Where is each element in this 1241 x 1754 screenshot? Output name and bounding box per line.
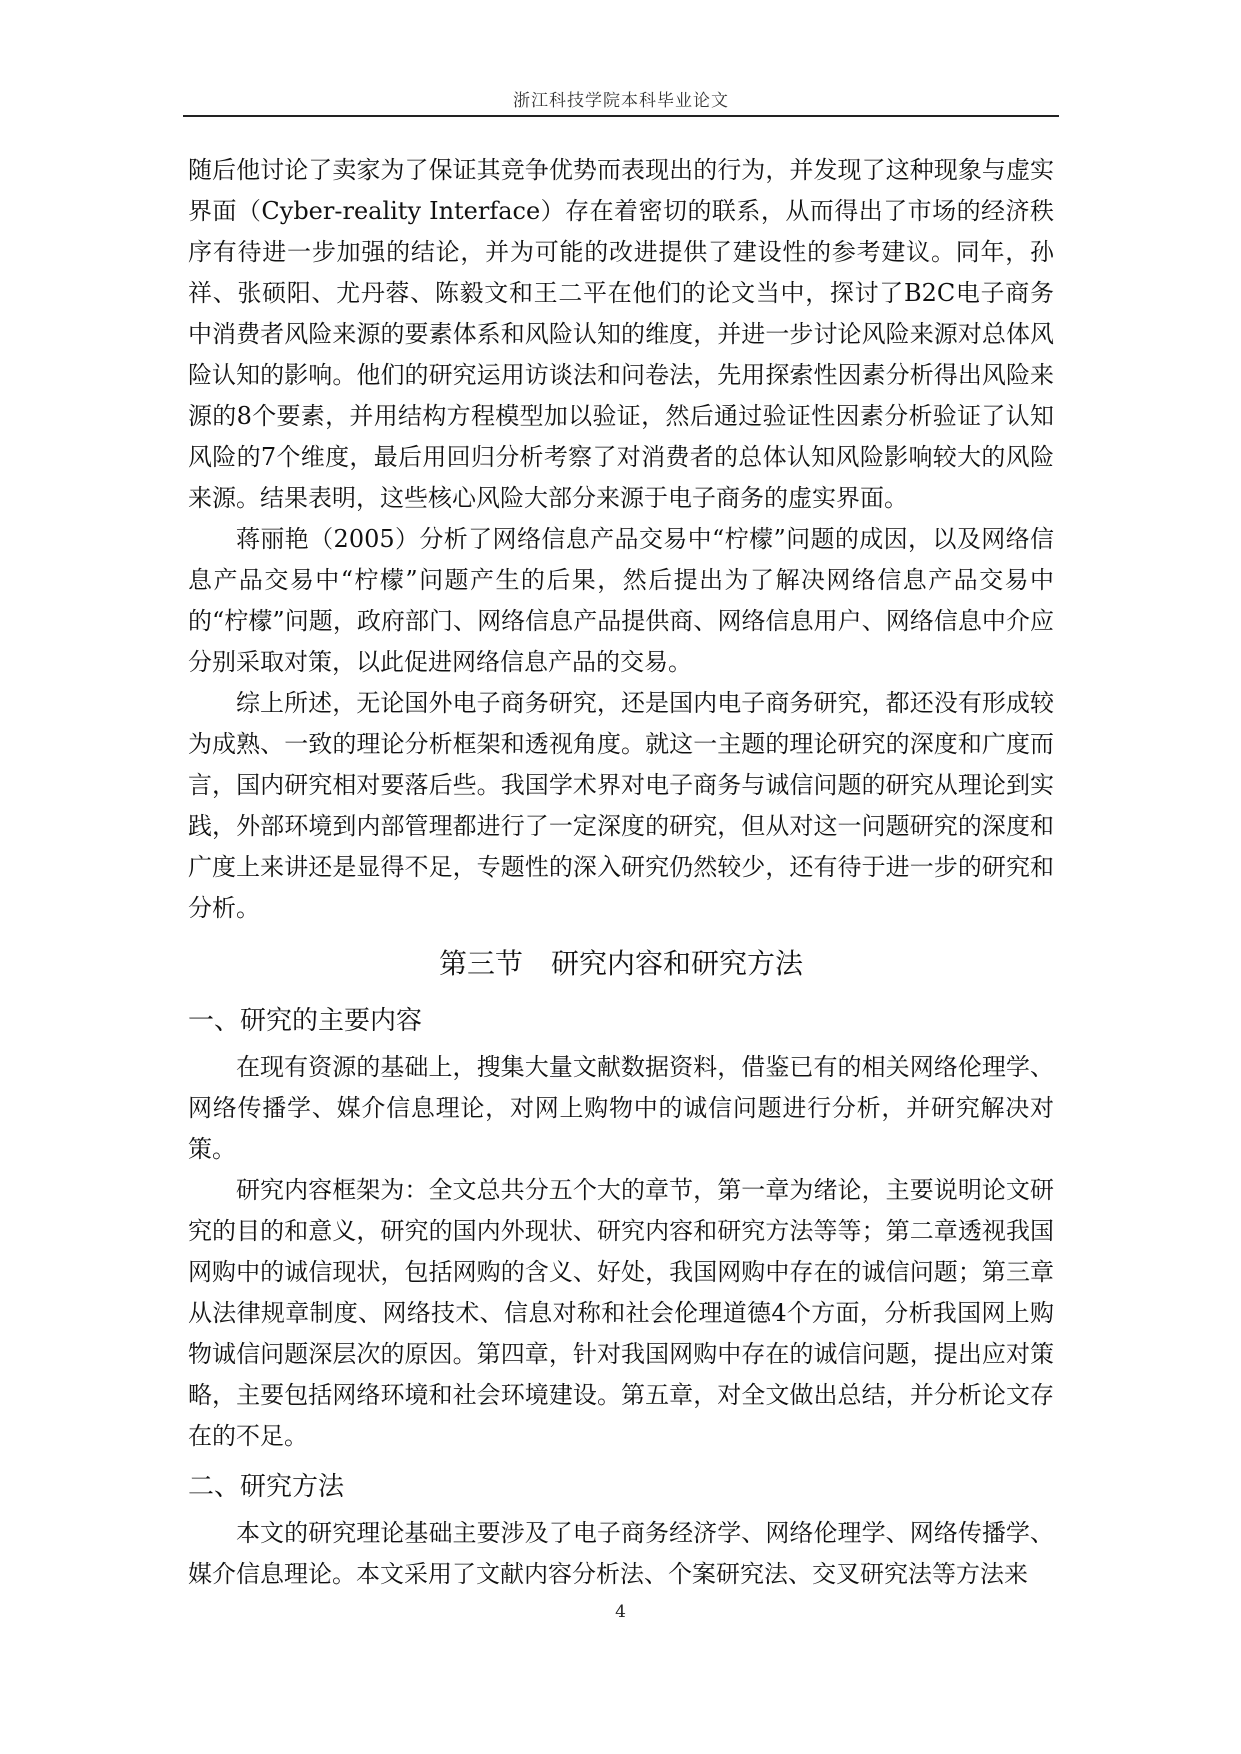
paragraph: 在现有资源的基础上，搜集大量文献数据资料，借鉴已有的相关网络伦理学、网络传播学、媒介信息理论，对网上购物中的诚信问题进行分析，并研究解决对策。 [188,1053,1054,1163]
paragraph: 本文的研究理论基础主要涉及了电子商务经济学、网络伦理学、网络传播学、媒介信息理论。本文采用了文献内容分析法、个案研究法、交叉研究法等方法来 [188,1519,1054,1588]
page-number: 4 [615,1602,626,1622]
header-rule [183,115,1059,117]
paragraph: 蒋丽艳（2005）分析了网络信息产品交易中“柠檬”问题的成因，以及网络信息产品交易中“柠檬”问题产生的后果，然后提出为了解决网络信息产品交易中的“柠檬”问题，政府部门、网络信息产品提供商、网络信息用户、网络信息中介应分别采取对策，以此促进网络信息产品的交易。 [188,525,1054,676]
subsection-heading: 一、研究的主要内容 [188,1006,423,1036]
paragraph: 研究内容框架为：全文总共分五个大的章节，第一章为绪论，主要说明论文研究的目的和意义，研究的国内外现状、研究内容和研究方法等等；第二章透视我国网购中的诚信现状，包括网购的含义、好处，我国网购中存在的诚信问题；第三章从法律规章制度、网络技术、信息对称和社会伦理道德4个方面，分析我国网上购物诚信问题深层次的原因。第四章，针对我国网购中存在的诚信问题，提出应对策略，主要包括网络环境和社会环境建设。第五章，对全文做出总结，并分析论文存在的不足。 [188,1176,1054,1450]
paragraph: 综上所述，无论国外电子商务研究，还是国内电子商务研究，都还没有形成较为成熟、一致的理论分析框架和透视角度。就这一主题的理论研究的深度和广度而言，国内研究相对要落后些。我国学术界对电子商务与诚信问题的研究从理论到实践，外部环境到内部管理都进行了一定深度的研究，但从对这一问题研究的深度和广度上来讲还是显得不足，专题性的深入研究仍然较少，还有待于进一步的研究和分析。 [188,689,1054,922]
subsection-heading: 二、研究方法 [188,1472,345,1502]
section-title: 第三节 研究内容和研究方法 [438,947,803,980]
paragraph: 随后他讨论了卖家为了保证其竞争优势而表现出的行为，并发现了这种现象与虚实界面（Cyber-reality Interface）存在着密切的联系，从而得出了市场的经济秩序有待进一步加强的结论，并为可能的改进提供了建设性的参考建议。同年，孙祥、张硕阳、尤丹蓉、陈毅文和王二平在他们的论文当中，探讨了B2C电子商务中消费者风险来源的要素体系和风险认知的维度，并进一步讨论风险来源对总体风险认知的影响。他们的研究运用访谈法和问卷法，先用探索性因素分析得出风险来源的8个要素，并用结构方程模型加以验证，然后通过验证性因素分析验证了认知风险的7个维度，最后用回归分析考察了对消费者的总体认知风险影响较大的风险来源。结果表明，这些核心风险大部分来源于电子商务的虚实界面。 [188,156,1054,512]
running-header: 浙江科技学院本科毕业论文 [513,91,729,111]
page-body [188,150,1054,1595]
